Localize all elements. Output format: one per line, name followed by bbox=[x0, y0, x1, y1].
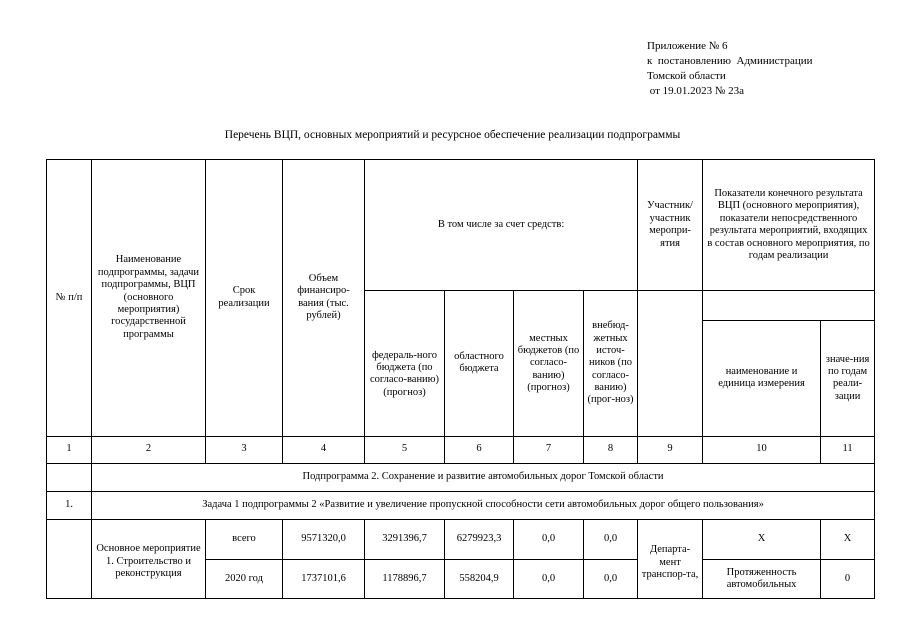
header-ind-values: значе-ния по годам реали-зации bbox=[821, 321, 875, 436]
measure-volume: 1737101,6 bbox=[283, 559, 365, 598]
header-federal bbox=[365, 291, 445, 436]
column-number: 7 bbox=[514, 436, 584, 463]
measure-regional: 6279923,3 bbox=[445, 519, 514, 559]
header-extra: внебюд-жетных источ-ников (по согласо-ванию) (прог-ноз) bbox=[584, 291, 638, 436]
subprogram-num bbox=[47, 463, 92, 491]
document-title: Перечень ВЦП, основных мероприятий и ресурсное обеспечение реализации подпрограммы bbox=[224, 129, 681, 141]
column-number: 9 bbox=[638, 436, 703, 463]
column-number: 2 bbox=[92, 436, 206, 463]
column-numbers-row bbox=[47, 436, 875, 463]
measure-ind-name: Протяженность автомобильных bbox=[703, 559, 821, 598]
measure-num bbox=[47, 519, 92, 598]
header-including: В том числе за счет средств: bbox=[365, 160, 638, 291]
header-participant-blank bbox=[638, 291, 703, 436]
measure-name bbox=[92, 519, 206, 598]
subprogram-row bbox=[47, 463, 875, 491]
header-indicators-blank bbox=[703, 291, 875, 321]
measure-volume: 9571320,0 bbox=[283, 519, 365, 559]
subprogram-title: Подпрограмма 2. Сохранение и развитие автомобильных дорог Томской области bbox=[92, 463, 875, 491]
column-number: 5 bbox=[365, 436, 445, 463]
header-row-1 bbox=[47, 160, 875, 291]
appendix-line: к постановлению Администрации bbox=[647, 55, 813, 67]
header-local: местных бюджетов (по согласо-ванию) (прогноз) bbox=[514, 291, 584, 436]
appendix-block bbox=[647, 39, 813, 99]
header-participant: Участник/ участник меропри-ятия bbox=[638, 160, 703, 291]
measure-regional: 558204,9 bbox=[445, 559, 514, 598]
measure-term: всего bbox=[206, 519, 283, 559]
measures-table bbox=[46, 159, 875, 599]
task-num: 1. bbox=[47, 491, 92, 519]
appendix-line: Томской области bbox=[647, 70, 726, 82]
header-ind-name: наименование и единица измерения bbox=[703, 321, 821, 436]
column-number: 6 bbox=[445, 436, 514, 463]
header-num: № п/п bbox=[47, 160, 92, 437]
column-number: 4 bbox=[283, 436, 365, 463]
header-federal-label: федераль-ного бюджета (по согласо-ванию) (прогноз) bbox=[369, 349, 440, 398]
column-number: 3 bbox=[206, 436, 283, 463]
measure-extra: 0,0 bbox=[584, 559, 638, 598]
appendix-line: Приложение № 6 bbox=[647, 40, 728, 52]
task-title: Задача 1 подпрограммы 2 «Развитие и увеличение пропускной способности сети автомобильных дорог общего пользования» bbox=[92, 491, 875, 519]
header-regional: областного бюджета bbox=[445, 291, 514, 436]
column-number: 1 bbox=[47, 436, 92, 463]
measure-extra: 0,0 bbox=[584, 519, 638, 559]
measure-row-total bbox=[47, 519, 875, 559]
measure-local: 0,0 bbox=[514, 519, 584, 559]
measure-ind-value: Х bbox=[821, 519, 875, 559]
measure-name-label: Основное мероприятие 1. Строительство и реконструкция bbox=[96, 543, 201, 580]
measure-local: 0,0 bbox=[514, 559, 584, 598]
appendix-line: от 19.01.2023 № 23а bbox=[647, 85, 745, 97]
column-number: 10 bbox=[703, 436, 821, 463]
measure-ind-value: 0 bbox=[821, 559, 875, 598]
header-indicators: Показатели конечного результата ВЦП (основного мероприятия), показатели непосредственного результата мероприятий, входящих в состав основного мероприятия, по годам реализации bbox=[703, 160, 875, 291]
measure-ind-name: Х bbox=[703, 519, 821, 559]
column-number: 11 bbox=[821, 436, 875, 463]
header-volume: Объем финансиро-вания (тыс. рублей) bbox=[283, 160, 365, 437]
measure-term: 2020 год bbox=[206, 559, 283, 598]
measure-participant bbox=[638, 519, 703, 598]
measure-federal: 1178896,7 bbox=[365, 559, 445, 598]
header-name: Наименование подпрограммы, задачи подпрограммы, ВЦП (основного мероприятия) государственной программы bbox=[92, 160, 206, 437]
header-term: Срок реализации bbox=[206, 160, 283, 437]
column-number: 8 bbox=[584, 436, 638, 463]
measure-participant-label: Департа-мент транспор-та, bbox=[641, 544, 699, 581]
task-row bbox=[47, 491, 875, 519]
measure-federal: 3291396,7 bbox=[365, 519, 445, 559]
